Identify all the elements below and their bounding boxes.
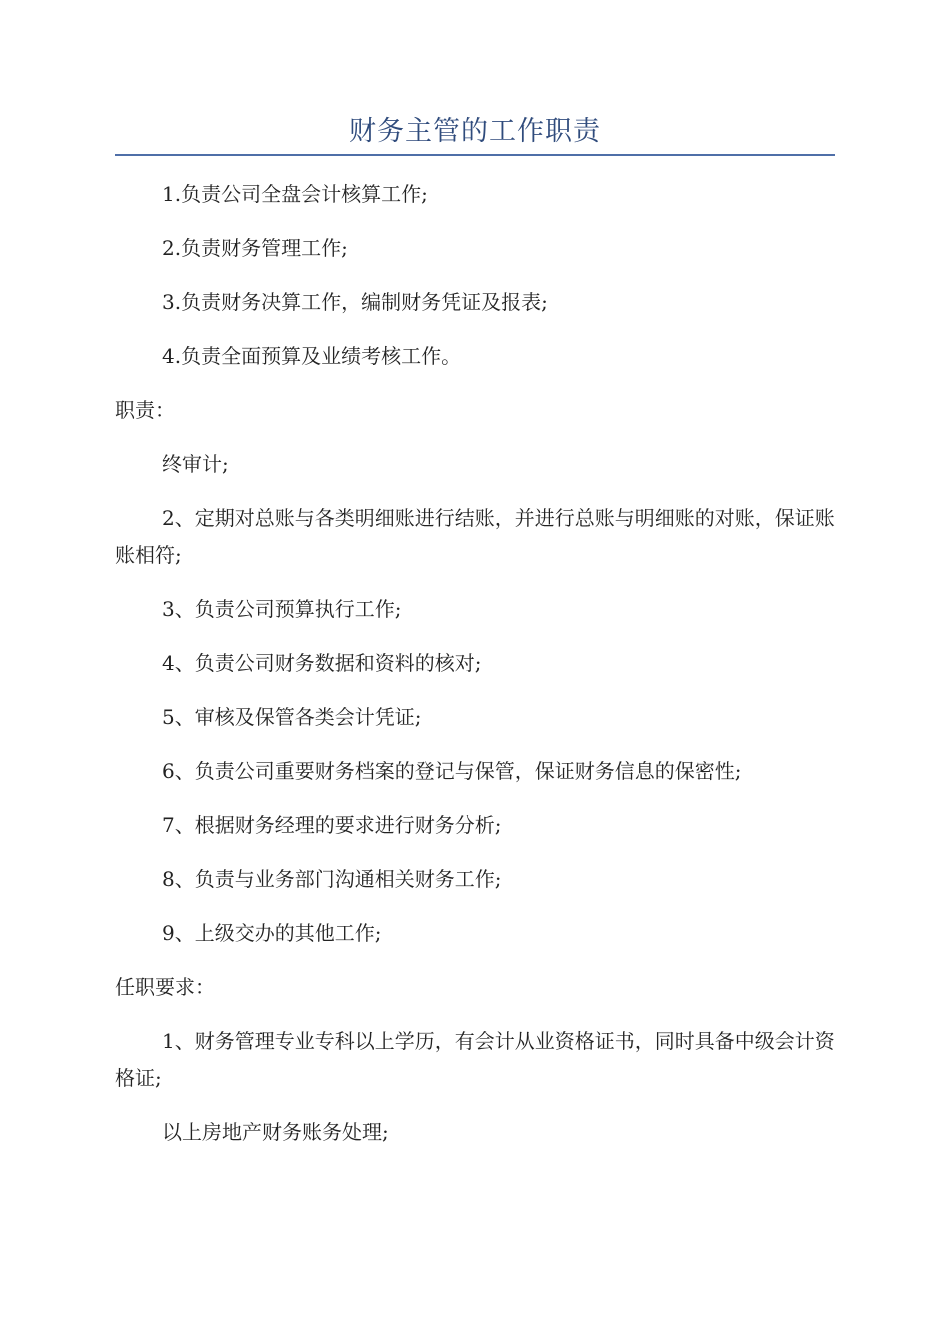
paragraph: 1.负责公司全盘会计核算工作;: [162, 182, 428, 206]
paragraph: 终审计;: [162, 452, 229, 476]
paragraph: 1、财务管理专业专科以上学历，有会计从业资格证书，同时具备中级会计资格证;: [115, 1029, 835, 1090]
paragraph: 2、定期对总账与各类明细账进行结账，并进行总账与明细账的对账，保证账账相符;: [115, 506, 835, 567]
paragraph: 3、负责公司预算执行工作;: [162, 597, 402, 621]
paragraph: 3.负责财务决算工作，编制财务凭证及报表;: [162, 290, 548, 314]
paragraph: 4.负责全面预算及业绩考核工作。: [162, 344, 462, 368]
paragraph: 7、根据财务经理的要求进行财务分析;: [162, 813, 502, 837]
paragraph: 8、负责与业务部门沟通相关财务工作;: [162, 867, 502, 891]
paragraph: 2.负责财务管理工作;: [162, 236, 348, 260]
document-body: [115, 176, 835, 1168]
section-heading-duties: 职责：: [115, 398, 175, 422]
paragraph: 以上房地产财务账务处理;: [162, 1120, 389, 1144]
paragraph: 5、审核及保管各类会计凭证;: [162, 705, 422, 729]
paragraph: 4、负责公司财务数据和资料的核对;: [162, 651, 482, 675]
document-title: 财务主管的工作职责: [349, 116, 601, 147]
paragraph: 6、负责公司重要财务档案的登记与保管，保证财务信息的保密性;: [162, 759, 742, 783]
title-underline: [115, 154, 835, 156]
section-heading-requirements: 任职要求：: [115, 975, 215, 999]
paragraph: 9、上级交办的其他工作;: [162, 921, 382, 945]
